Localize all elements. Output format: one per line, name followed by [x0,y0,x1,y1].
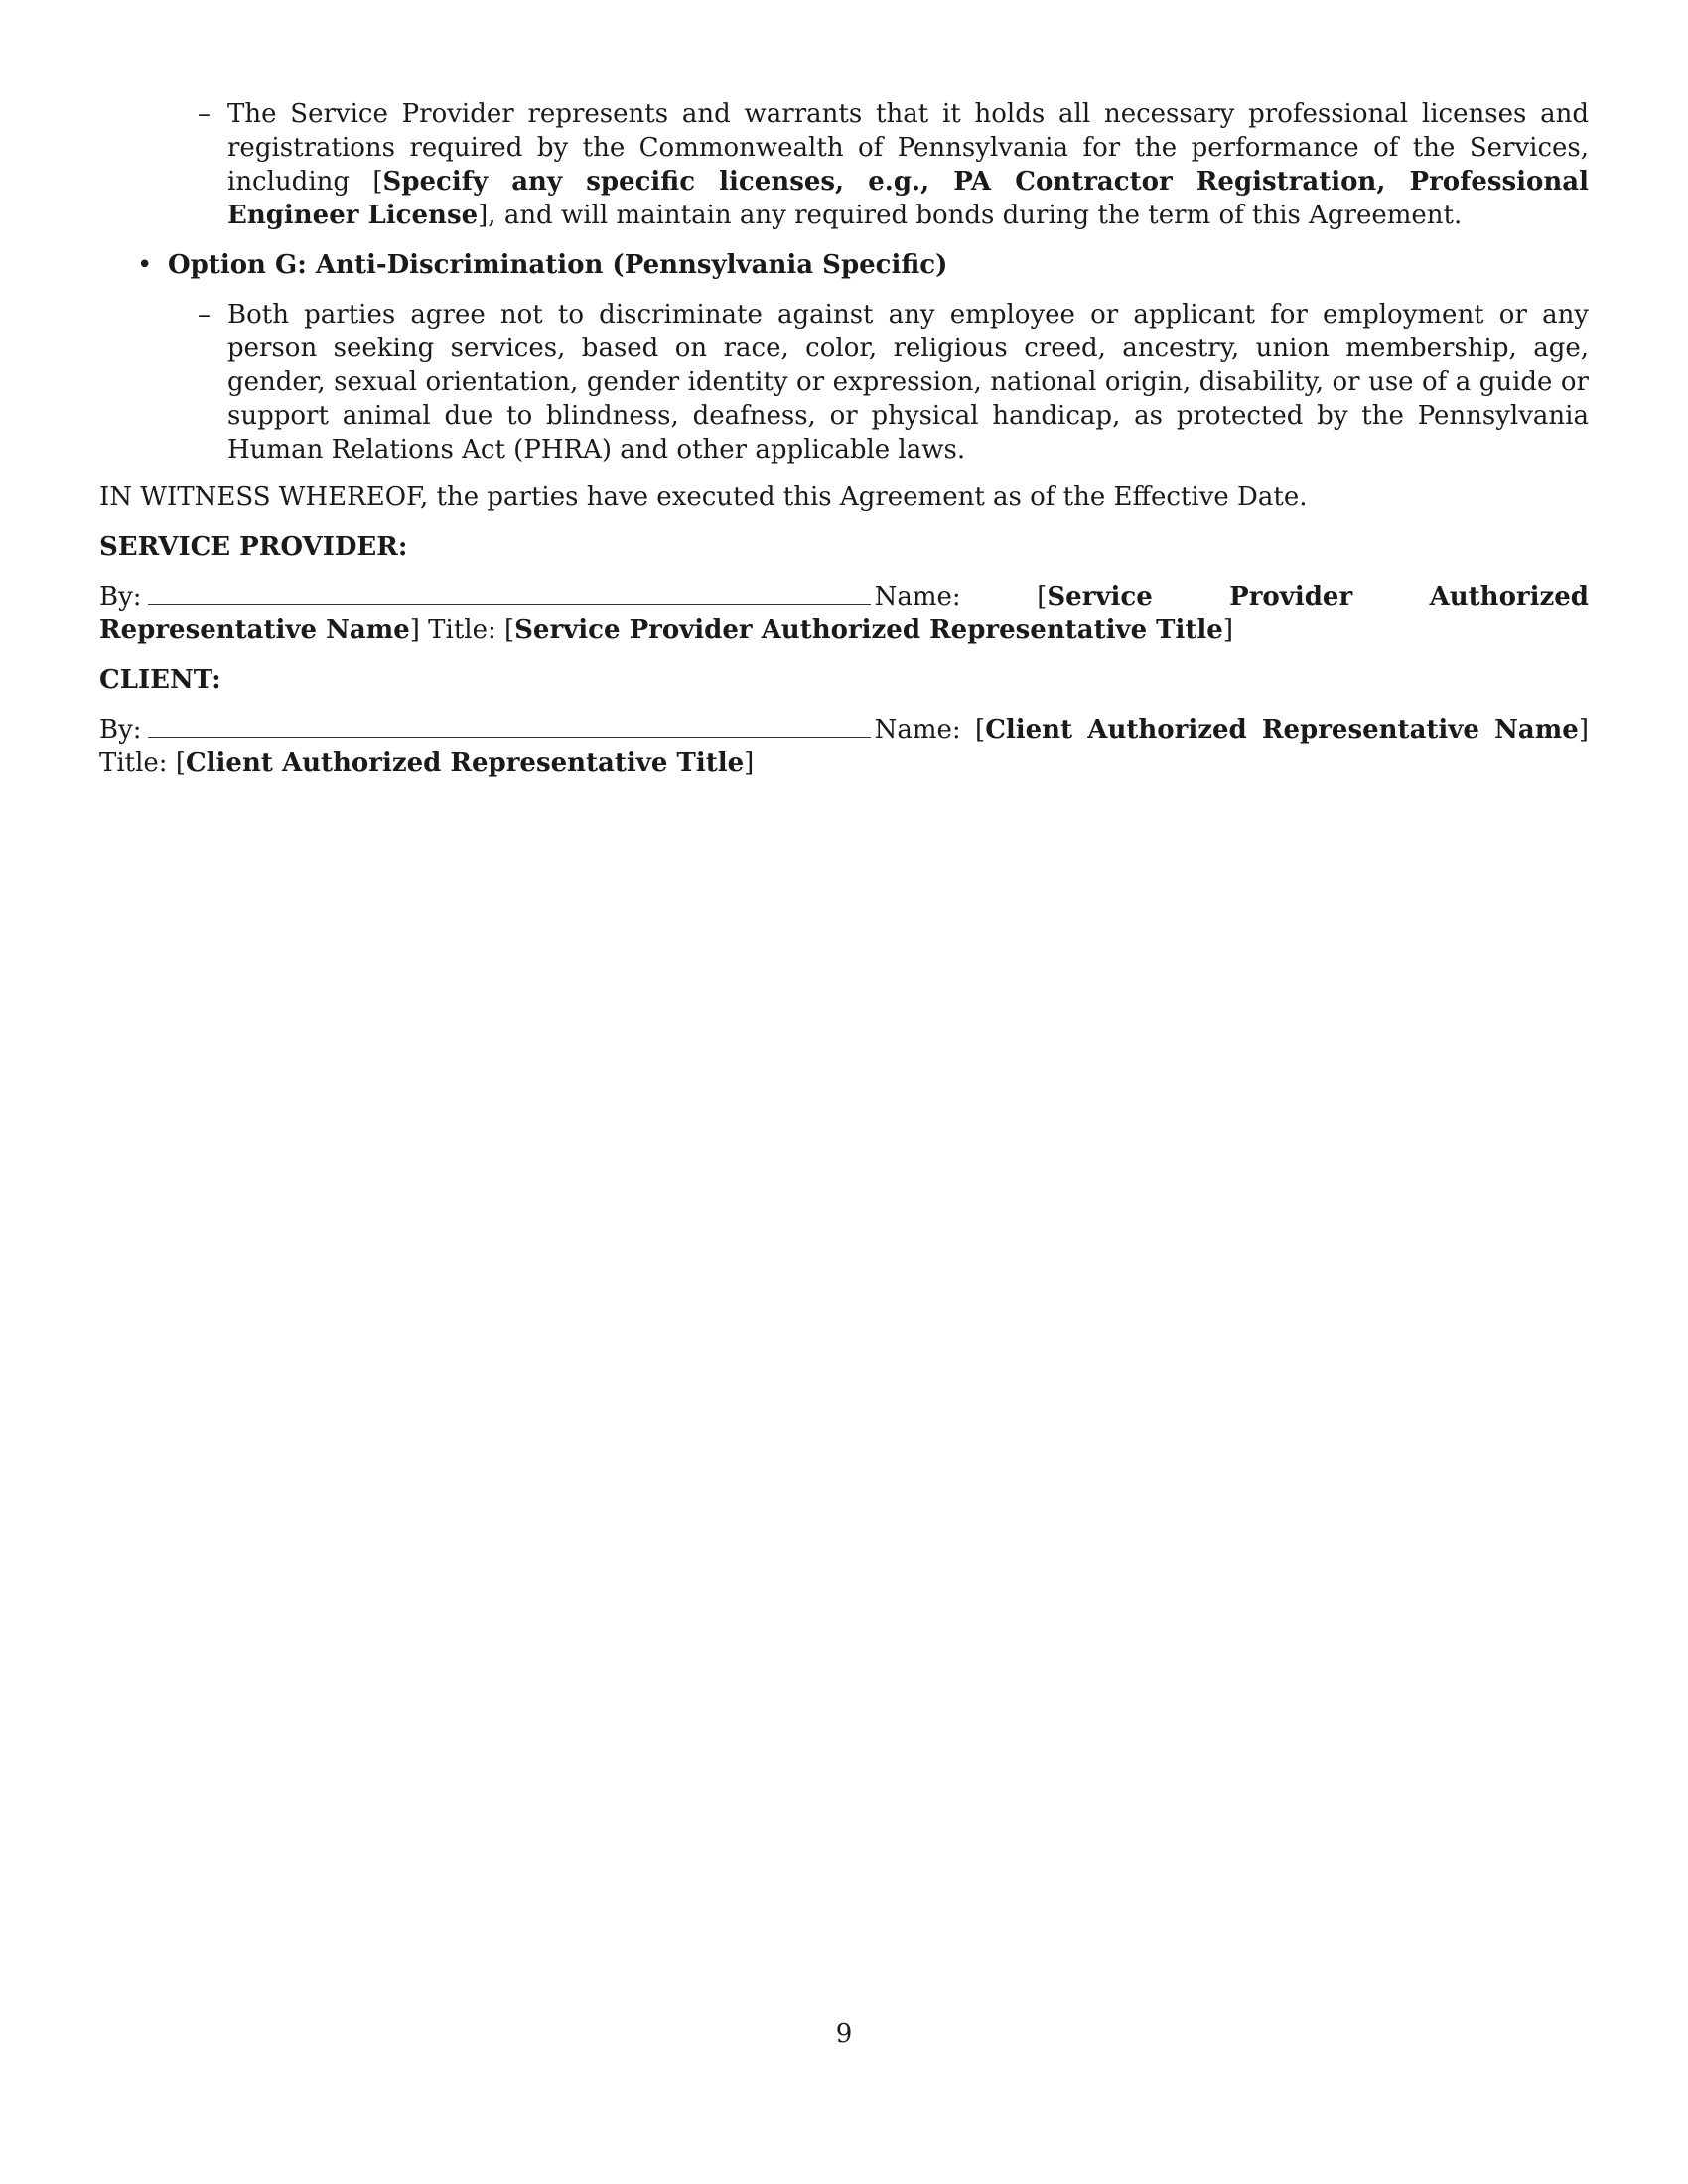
dash-marker: – [198,99,211,129]
signature-line [148,580,871,605]
name-placeholder: Service Provider Authorized Representative Name [99,582,1589,645]
closing-bracket: ] [1222,615,1233,645]
signature-line [148,713,871,738]
licenses-clause [198,97,1589,232]
page-number: 9 [835,2019,853,2049]
service-provider-signature-block [99,580,1589,647]
title-placeholder: Client Authorized Representative Title [185,749,745,778]
client-signature-block [99,713,1589,780]
document-page [99,97,1589,780]
name-label: Name: [ [874,715,986,745]
dash-marker: – [198,300,211,330]
licenses-text-start: The Service Provider represents and warrants that it holds all necessary professional licenses and registrations required by the Commonwealth of Pennsylvania for the performance of the Services, including [ [227,99,1589,197]
licenses-text-end: ], and will maintain any required bonds during the term of this Agreement. [478,201,1463,230]
witness-statement: IN WITNESS WHEREOF, the parties have executed this Agreement as of the Effective Date. [99,482,1308,512]
title-label: ] Title: [ [409,615,515,645]
licenses-placeholder: Specify any specific licenses, e.g., PA Contractor Registration, Professional Engineer License [227,167,1589,230]
option-g-heading [137,248,1589,282]
anti-discrimination-clause [198,298,1589,467]
service-provider-heading: SERVICE PROVIDER: [99,532,408,562]
client-heading: CLIENT: [99,665,221,695]
title-label: ] Title: [ [99,715,1589,778]
anti-discrimination-text: Both parties agree not to discriminate against any employee or applicant for employment or any person seeking services, based on race, color, religious creed, ancestry, union membership, age, gender, sexual orientation, gender identity or expression, national origin, disability, or use of a guide or support animal due to blindness, deafness, or physical handicap, as protected by the Pennsylvania Human Relations Act (PHRA) and other applicable laws. [227,300,1589,465]
name-placeholder: Client Authorized Representative Name [985,715,1579,745]
name-label: Name: [ [874,582,1048,612]
by-label: By: [99,582,142,612]
bullet-marker: • [137,250,153,280]
by-label: By: [99,715,142,745]
option-g-title: Option G: Anti-Discrimination (Pennsylvania Specific) [168,250,948,280]
title-placeholder: Service Provider Authorized Representative Title [514,615,1223,645]
closing-bracket: ] [744,749,755,778]
